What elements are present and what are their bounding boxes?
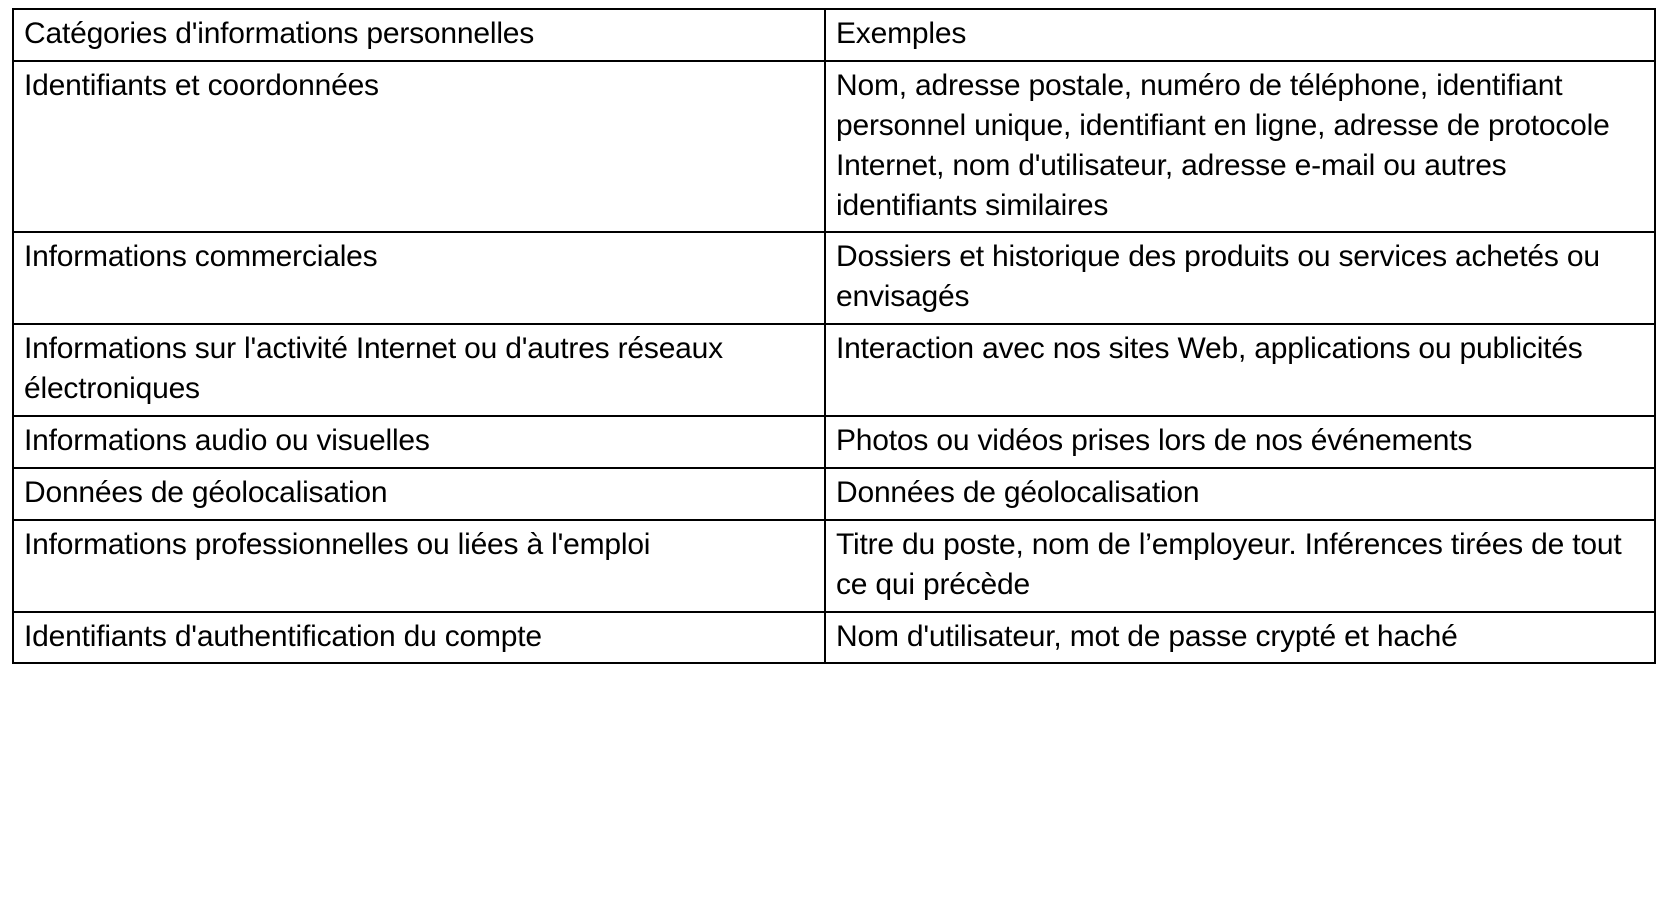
- cell-category: [13, 468, 825, 520]
- cell-category: [13, 324, 825, 416]
- cell-example-text: Nom, adresse postale, numéro de téléphone, identifiant personnel unique, identifiant en ligne, adresse de protocole Internet, nom d'utilisateur, adresse e-mail ou autres identifiants similaires: [836, 68, 1610, 222]
- table-row: [13, 520, 1655, 612]
- cell-category-text: Données de géolocalisation: [24, 475, 388, 509]
- table-row: [13, 61, 1655, 233]
- cell-example: [825, 61, 1655, 233]
- cell-example-text: Titre du poste, nom de l’employeur. Inférences tirées de tout ce qui précède: [836, 527, 1622, 601]
- cell-example-text: Données de géolocalisation: [836, 475, 1200, 509]
- column-header-examples: [825, 9, 1655, 61]
- cell-example: [825, 324, 1655, 416]
- cell-category: [13, 416, 825, 468]
- cell-example: [825, 468, 1655, 520]
- cell-example: [825, 416, 1655, 468]
- cell-category: [13, 232, 825, 324]
- table-row: [13, 468, 1655, 520]
- table-row: [13, 416, 1655, 468]
- table-row: [13, 612, 1655, 664]
- cell-category-text: Informations commerciales: [24, 240, 378, 274]
- table-header-row: [13, 9, 1655, 61]
- cell-category-text: Informations professionnelles ou liées à l'emploi: [24, 527, 651, 561]
- cell-example-text: Nom d'utilisateur, mot de passe crypté et haché: [836, 619, 1458, 653]
- cell-example-text: Dossiers et historique des produits ou services achetés ou envisagés: [836, 240, 1600, 314]
- table-row: [13, 232, 1655, 324]
- column-header-examples-label: Exemples: [836, 17, 967, 50]
- cell-category-text: Identifiants et coordonnées: [24, 68, 379, 102]
- cell-category-text: Informations sur l'activité Internet ou d'autres réseaux électroniques: [24, 332, 723, 406]
- cell-example: [825, 520, 1655, 612]
- personal-information-table: [12, 8, 1656, 664]
- cell-example-text: Interaction avec nos sites Web, applications ou publicités: [836, 332, 1583, 366]
- cell-example-text: Photos ou vidéos prises lors de nos événements: [836, 424, 1473, 458]
- cell-category: [13, 612, 825, 664]
- column-header-categories-label: Catégories d'informations personnelles: [24, 17, 535, 50]
- cell-example: [825, 232, 1655, 324]
- cell-category: [13, 61, 825, 233]
- column-header-categories: [13, 9, 825, 61]
- table-row: [13, 324, 1655, 416]
- cell-category-text: Informations audio ou visuelles: [24, 424, 430, 458]
- cell-category-text: Identifiants d'authentification du compte: [24, 619, 542, 653]
- cell-example: [825, 612, 1655, 664]
- cell-category: [13, 520, 825, 612]
